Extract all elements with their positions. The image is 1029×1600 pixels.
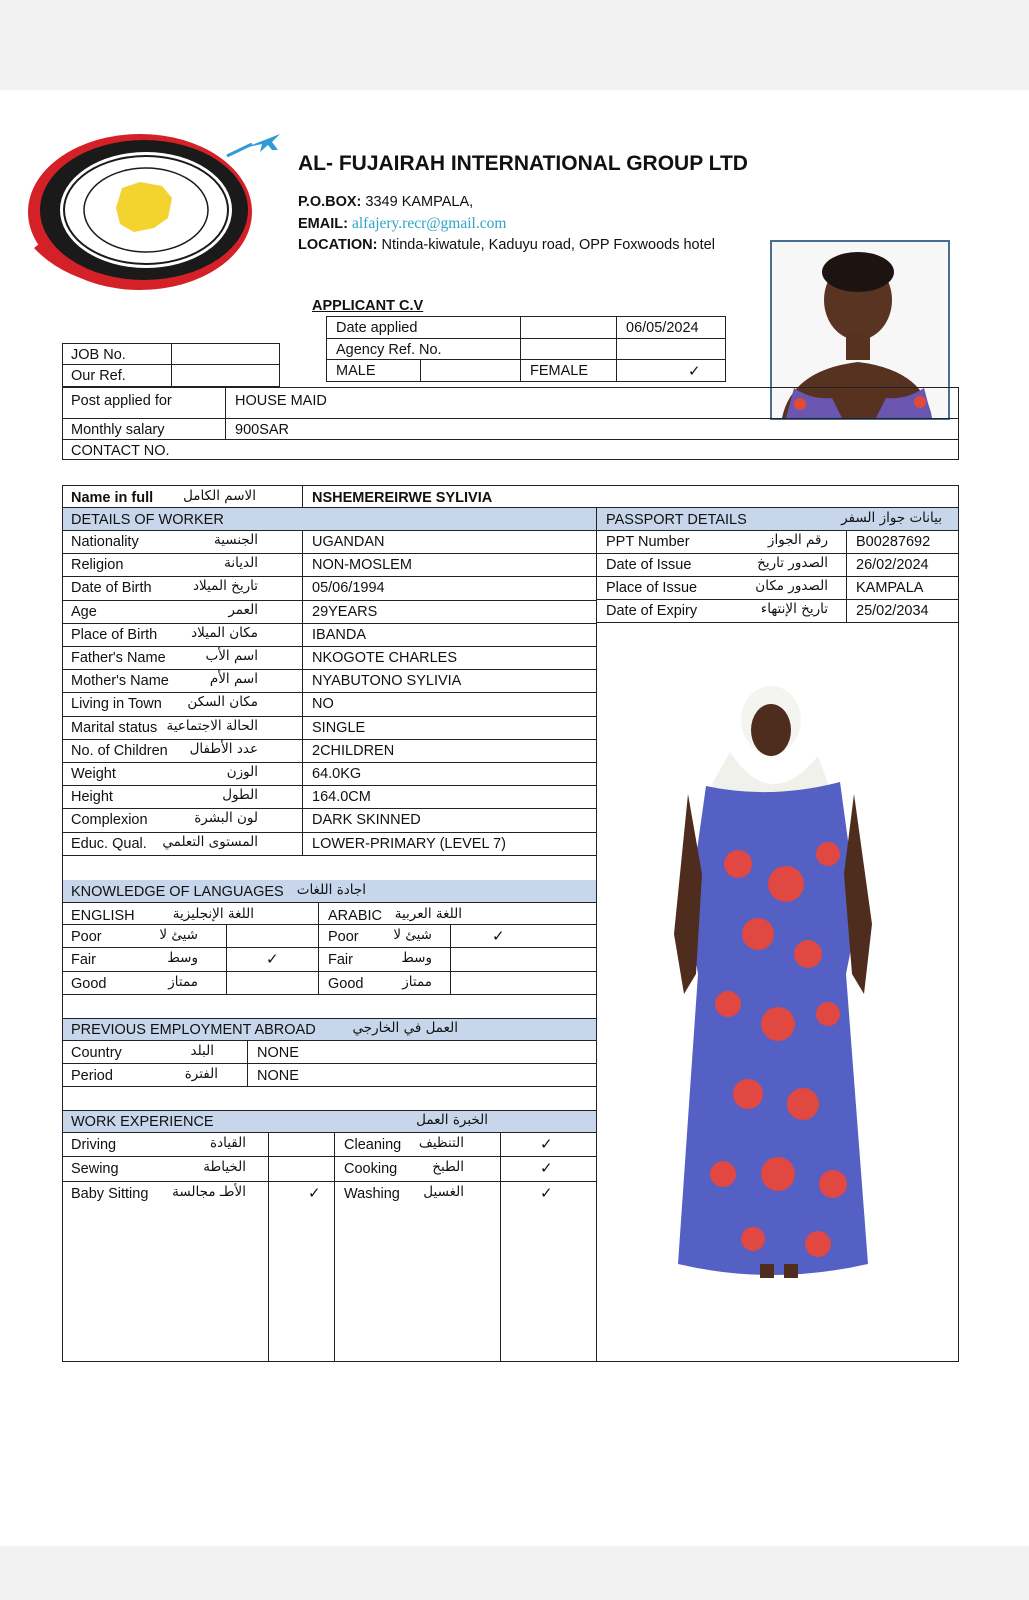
previous-header: PREVIOUS EMPLOYMENT ABROAD xyxy=(71,1022,316,1038)
detail-value: UGANDAN xyxy=(312,534,385,550)
detail-label: Educ. Qual. xyxy=(71,835,147,852)
english-label: ENGLISH xyxy=(71,908,135,924)
our-ref-label: Our Ref. xyxy=(71,368,126,384)
detail-label-ar: الطول xyxy=(222,787,258,804)
name-in-full-label: Name in full xyxy=(71,490,154,506)
cv-page xyxy=(0,90,1029,1546)
country-label-ar: البلد xyxy=(190,1043,214,1059)
table-rule xyxy=(62,716,597,717)
english-level-check: ✓ xyxy=(266,951,279,969)
detail-label: Weight xyxy=(71,766,116,782)
arabic-label-ar: اللغة العربية xyxy=(394,906,462,922)
detail-label: Nationality xyxy=(71,534,139,550)
work-header: WORK EXPERIENCE xyxy=(71,1114,214,1130)
arabic-level-label-ar: شيئ لا xyxy=(393,927,432,943)
detail-label-ar: الوزن xyxy=(226,764,258,780)
work-right-label: Cleaning xyxy=(344,1137,402,1153)
english-level-label: Poor xyxy=(71,929,102,945)
arabic-level-label-ar: وسط xyxy=(401,950,432,967)
table-rule xyxy=(62,785,597,786)
english-level-label-ar: شيئ لا xyxy=(159,927,198,943)
detail-label-ar: مكان الميلاد xyxy=(191,624,258,641)
passport-value: B00287692 xyxy=(856,534,931,550)
period-label-ar: الفترة xyxy=(184,1066,218,1082)
period-value: NONE xyxy=(257,1068,299,1084)
cv-title: APPLICANT C.V xyxy=(312,298,424,314)
pobox-label: P.O.BOX: xyxy=(298,194,362,210)
applicant-full-body-photo xyxy=(668,674,898,1286)
passport-label: Date of Issue xyxy=(606,557,692,573)
agency-ref-label: Agency Ref. No. xyxy=(336,342,442,358)
table-rule xyxy=(62,600,597,601)
passport-value: KAMPALA xyxy=(856,580,924,596)
detail-label: Living in Town xyxy=(71,696,162,713)
detail-label: Place of Birth xyxy=(71,626,158,643)
detail-label-ar: الحالة الاجتماعية xyxy=(166,717,258,734)
detail-label: Religion xyxy=(71,557,124,574)
detail-value: IBANDA xyxy=(312,626,366,643)
detail-label-ar: لون البشرة xyxy=(194,810,258,827)
detail-value: NYABUTONO SYLIVIA xyxy=(312,673,462,690)
detail-value: 64.0KG xyxy=(312,766,362,782)
passport-label-ar: الصدور مكان xyxy=(755,578,828,594)
arabic-level-label: Good xyxy=(328,975,364,992)
table-rule xyxy=(62,669,597,670)
table-rule xyxy=(62,762,597,763)
post-value: HOUSE MAID xyxy=(235,393,327,409)
work-left-label-ar: الخياطة xyxy=(203,1159,246,1175)
detail-value: 29YEARS xyxy=(312,603,378,620)
previous-header-ar: العمل في الخارجي xyxy=(352,1020,458,1036)
arabic-label: ARABIC xyxy=(328,908,382,924)
detail-value: 2CHILDREN xyxy=(312,742,395,759)
table-rule xyxy=(62,971,597,972)
passport-label: Date of Expiry xyxy=(606,603,698,619)
passport-label: PPT Number xyxy=(606,534,690,550)
location-label: LOCATION: xyxy=(298,237,378,253)
table-rule xyxy=(596,576,959,577)
work-right-check: ✓ xyxy=(540,1160,553,1177)
details-header: DETAILS OF WORKER xyxy=(71,512,224,528)
passport-label-ar: رقم الجواز xyxy=(767,532,828,548)
english-level-label-ar: ممتاز xyxy=(168,973,198,990)
table-rule xyxy=(62,646,597,647)
table-rule xyxy=(62,692,597,693)
detail-label-ar: اسم الأب xyxy=(205,648,258,664)
work-right-label-ar: التنظيف xyxy=(418,1135,464,1151)
passport-label-ar: تاريخ الإنتهاء xyxy=(760,601,828,617)
company-name: AL- FUJAIRAH INTERNATIONAL GROUP LTD xyxy=(298,152,748,175)
email-link[interactable]: alfajery.recr@gmail.com xyxy=(351,215,507,232)
detail-label-ar: تاريخ الميلاد xyxy=(193,578,258,595)
english-level-label: Fair xyxy=(71,952,96,969)
arabic-level-check: ✓ xyxy=(492,928,505,945)
male-label: MALE xyxy=(336,363,376,379)
detail-label: Height xyxy=(71,789,113,806)
passport-header: PASSPORT DETAILS xyxy=(606,512,747,528)
airplane-icon xyxy=(242,130,282,160)
passport-value: 26/02/2024 xyxy=(856,557,929,573)
work-right-label: Washing xyxy=(344,1186,400,1202)
company-pobox xyxy=(298,194,473,210)
passport-label: Place of Issue xyxy=(606,580,698,596)
detail-label: Father's Name xyxy=(71,650,166,666)
work-right-label-ar: الغسيل xyxy=(423,1184,464,1200)
detail-label: No. of Children xyxy=(71,742,168,759)
work-right-check: ✓ xyxy=(540,1136,553,1153)
detail-value: NO xyxy=(312,696,334,713)
contact-label: CONTACT NO. xyxy=(71,443,170,459)
name-in-full-value: NSHEMEREIRWE SYLIVIA xyxy=(312,490,493,506)
detail-value: 05/06/1994 xyxy=(312,580,385,597)
english-label-ar: اللغة الإنجليزية xyxy=(172,906,254,922)
work-header-ar: الخبرة العمل xyxy=(416,1112,488,1128)
detail-value: NON-MOSLEM xyxy=(312,557,412,574)
table-rule xyxy=(62,947,597,948)
work-left-label-ar: القيادة xyxy=(210,1135,246,1151)
location-value: Ntinda-kiwatule, Kaduyu road, OPP Foxwoods hotel xyxy=(381,237,715,253)
gender-checkmark: ✓ xyxy=(688,363,701,380)
table-rule xyxy=(62,576,597,577)
english-level-label: Good xyxy=(71,975,107,992)
work-right-check: ✓ xyxy=(540,1185,553,1202)
languages-header-ar: اجادة اللغات xyxy=(296,882,366,898)
salary-value: 900SAR xyxy=(235,422,290,438)
detail-label-ar: المستوى التعلمي xyxy=(162,833,258,850)
female-label: FEMALE xyxy=(530,363,589,379)
arabic-level-label: Poor xyxy=(328,929,359,945)
detail-value: 164.0CM xyxy=(312,789,371,806)
work-right-label: Cooking xyxy=(344,1161,398,1177)
table-rule xyxy=(596,622,959,623)
table-rule xyxy=(62,553,597,554)
company-location xyxy=(298,237,715,253)
detail-label: Marital status xyxy=(71,719,158,736)
post-salary-table xyxy=(62,387,959,460)
detail-label: Mother's Name xyxy=(71,673,169,690)
detail-label: Age xyxy=(71,603,97,620)
country-value: NONE xyxy=(257,1045,299,1061)
work-right-label-ar: الطبخ xyxy=(432,1159,464,1175)
english-level-label-ar: وسط xyxy=(167,950,198,967)
table-rule xyxy=(62,832,597,833)
detail-label: Date of Birth xyxy=(71,580,152,597)
detail-label-ar: الديانة xyxy=(224,555,258,572)
passport-value: 25/02/2034 xyxy=(856,603,929,619)
work-left-label-ar: الأطـ مجالسة xyxy=(172,1184,246,1200)
detail-value: SINGLE xyxy=(312,719,366,736)
detail-value: NKOGOTE CHARLES xyxy=(312,650,458,666)
salary-label: Monthly salary xyxy=(71,422,165,438)
work-left-check: ✓ xyxy=(308,1185,321,1202)
date-applied-value: 06/05/2024 xyxy=(626,320,699,336)
arabic-level-label-ar: ممتاز xyxy=(402,973,432,990)
company-logo xyxy=(22,128,282,298)
arabic-level-label: Fair xyxy=(328,952,353,969)
detail-value: DARK SKINNED xyxy=(312,812,421,829)
detail-label: Complexion xyxy=(71,812,148,829)
date-applied-label: Date applied xyxy=(336,320,418,336)
table-rule xyxy=(62,623,597,624)
table-rule xyxy=(62,994,597,995)
job-no-label: JOB No. xyxy=(71,347,126,363)
detail-label-ar: اسم الأم xyxy=(209,671,258,688)
detail-label-ar: العمر xyxy=(228,601,258,618)
table-rule xyxy=(62,855,597,856)
work-left-label: Driving xyxy=(71,1137,117,1153)
detail-label-ar: مكان السكن xyxy=(187,694,258,711)
table-rule xyxy=(62,739,597,740)
table-rule xyxy=(596,553,959,554)
table-rule xyxy=(596,599,959,600)
work-left-label: Baby Sitting xyxy=(71,1186,149,1202)
company-email xyxy=(298,216,506,232)
detail-label-ar: الجنسية xyxy=(213,532,258,548)
table-rule xyxy=(62,808,597,809)
languages-header: KNOWLEDGE OF LANGUAGES xyxy=(71,884,284,900)
detail-label-ar: عدد الأطفال xyxy=(189,740,258,757)
passport-label-ar: الصدور تاريخ xyxy=(757,555,828,571)
post-label: Post applied for xyxy=(71,393,172,409)
country-label: Country xyxy=(71,1045,122,1061)
work-left-label: Sewing xyxy=(71,1161,119,1177)
pobox-value: 3349 KAMPALA, xyxy=(365,194,474,210)
period-label: Period xyxy=(71,1068,113,1084)
detail-value: LOWER-PRIMARY (LEVEL 7) xyxy=(312,835,506,852)
email-label: EMAIL: xyxy=(298,216,348,232)
name-in-full-label-ar: الاسم الكامل xyxy=(183,488,256,504)
passport-header-ar: بيانات جواز السفر xyxy=(841,510,942,526)
